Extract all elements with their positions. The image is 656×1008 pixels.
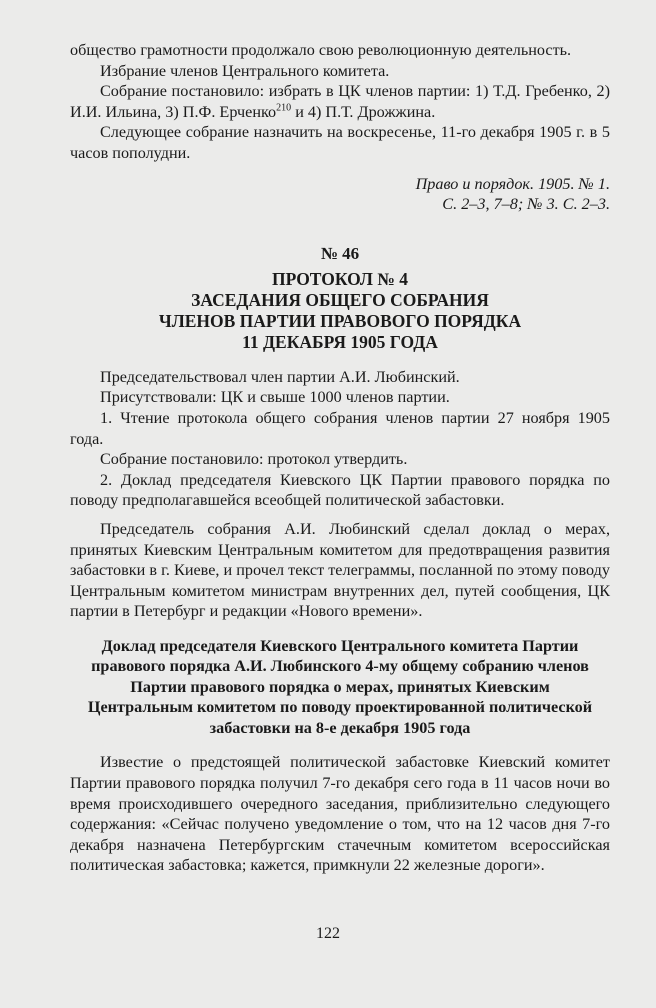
document-title-line2: ЗАСЕДАНИЯ ОБЩЕГО СОБРАНИЯ <box>191 289 489 310</box>
source-citation <box>70 174 610 215</box>
document-title <box>70 269 610 353</box>
paragraph-chair: Председательствовал член партии А.И. Любинский. <box>100 367 460 386</box>
paragraph-next-meeting: Следующее собрание назначить на воскресенье, 11-го декабря 1905 г. в 5 часов пополудни. <box>70 123 610 162</box>
report-title: Доклад председателя Киевского Центрального комитета Партии правового порядка А.И. Любинского 4-му общему собранию членов Партии правового порядка о мерах, принятых Киевским Центральным комитетом по поводу проектированной политической забастовки на 8-е декабря 1905 года <box>87 636 593 737</box>
paragraph-report-summary: Председатель собрания А.И. Любинский сделал доклад о мерах, принятых Киевским Центральным комитетом для предотвращения развития забастовки в г. Киеве, и прочел текст телеграммы, посланной по этому поводу Центральным комитетом министрам внутренних дел, путей сообщения, ЦК партии в Петербург и редакции «Нового времени». <box>70 519 610 621</box>
paragraph-election-text-end: и 4) П.Т. Дрожжина. <box>291 102 436 121</box>
paragraph-election-decision <box>70 81 610 122</box>
paragraph-strike-news: Известие о предстоящей политической забастовке Киевский комитет Партии правового порядка получил 7-го декабря сего года в 11 часов ночи во время происходившего очередного заседания, приблизительно следующего содержания: «Сейчас получено уведомление о том, что на 12 часов дня 7-го декабря назначена Петербургским стачечным комитетом всероссийская политическая забастовка; кажется, примкнули 22 железные дороги». <box>70 753 610 875</box>
source-citation-line2: С. 2–3, 7–8; № 3. С. 2–3. <box>442 195 610 214</box>
document-title-line4: 11 ДЕКАБРЯ 1905 ГОДА <box>242 331 438 352</box>
text-column <box>70 40 610 876</box>
paragraph-election-text: Собрание постановило: избрать в ЦК членов партии: 1) Т.Д. Гребенко, 2) И.И. Ильина, 3) П.Ф. Ерченко <box>70 82 610 121</box>
page-number: 122 <box>316 925 340 942</box>
footnote-marker: 210 <box>276 102 292 114</box>
paragraph-attendance: Присутствовали: ЦК и свыше 1000 членов партии. <box>100 388 450 407</box>
paragraph-item-1: 1. Чтение протокола общего собрания членов партии 27 ноября 1905 года. <box>70 408 610 448</box>
paragraph-election-heading: Избрание членов Центрального комитета. <box>100 61 390 80</box>
paragraph-item-2: 2. Доклад председателя Киевского ЦК Партии правового порядка по поводу предполагавшейся всеобщей политической забастовки. <box>70 470 610 510</box>
document-title-line1: ПРОТОКОЛ № 4 <box>272 268 408 289</box>
paragraph-continued: общество грамотности продолжало свою революционную деятельность. <box>70 41 572 59</box>
document-title-line3: ЧЛЕНОВ ПАРТИИ ПРАВОВОГО ПОРЯДКА <box>158 310 522 331</box>
paragraph-decision: Собрание постановило: протокол утвердить. <box>100 450 408 469</box>
document-number: № 46 <box>320 243 360 263</box>
source-citation-line1: Право и порядок. 1905. № 1. <box>415 174 610 193</box>
